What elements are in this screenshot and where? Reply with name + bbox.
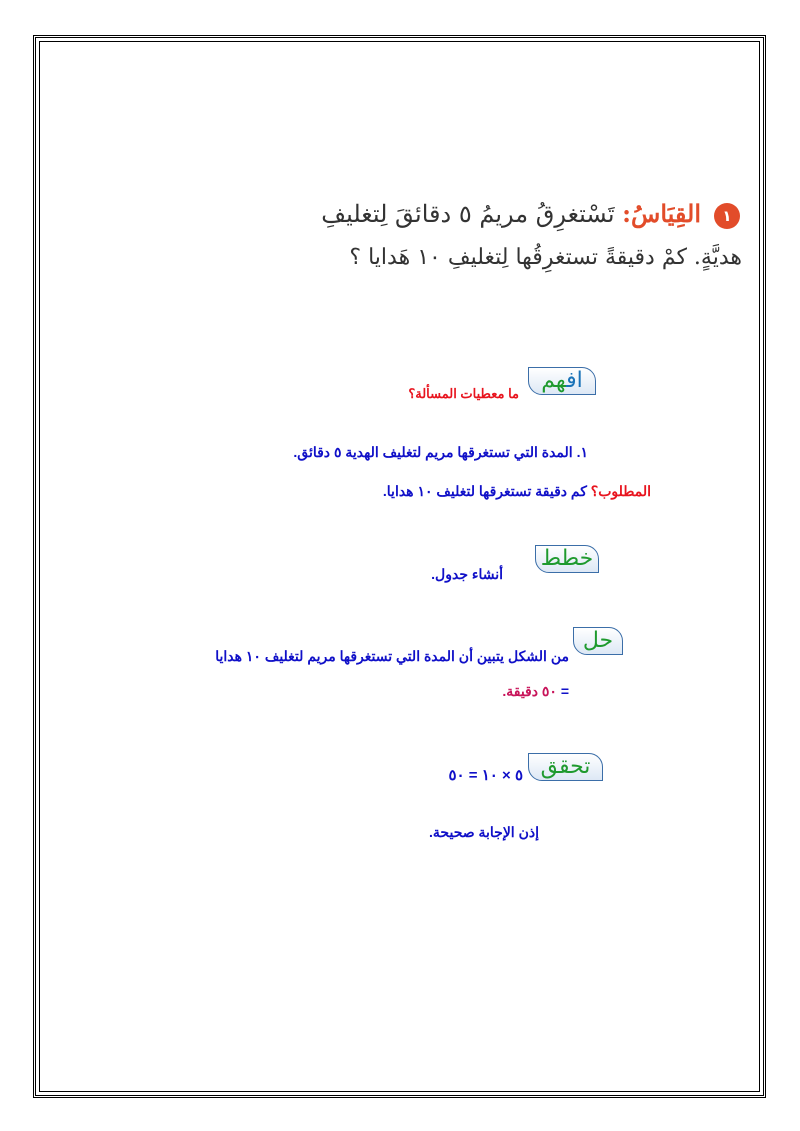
solve-result-eq: = — [560, 683, 569, 699]
required-label: المطلوب؟ — [590, 483, 651, 499]
problem-line-1 — [321, 199, 701, 228]
problem-line-2: هديَّةٍ. كمْ دقيقةً تستغرِقُها لِتغليفِ ١٠ هَدايا ؟ — [349, 245, 742, 270]
check-tag: تحقق — [528, 753, 603, 781]
understand-tag — [528, 367, 596, 395]
solve-tag: حل — [573, 627, 623, 655]
problem-number-badge: ١ — [714, 203, 740, 229]
understand-tag-part1: اف — [566, 368, 583, 393]
problem-image — [240, 185, 746, 295]
required-line — [383, 483, 651, 500]
plan-tag: خطط — [535, 545, 599, 573]
problem-text-1: تَسْتغرِقُ مريمُ ٥ دقائقَ لِتغليفِ — [321, 200, 615, 228]
understand-question: ما معطيات المسألة؟ — [408, 386, 519, 401]
check-equation: ٥ × ١٠ = ٥٠ — [448, 767, 523, 784]
check-conclusion: إذن الإجابة صحيحة. — [429, 824, 539, 840]
plan-text: أنشاء جدول. — [431, 566, 503, 582]
understand-tag-part2: هم — [541, 368, 567, 393]
given-item: ١. المدة التي تستغرقها مريم لتغليف الهدية ٥ دقائق. — [293, 444, 588, 460]
solve-result-value: ٥٠ دقيقة. — [502, 683, 557, 699]
required-text: كم دقيقة تستغرقها لتغليف ١٠ هدايا. — [382, 483, 587, 499]
solve-result — [502, 683, 569, 700]
problem-label: القِيَاسُ: — [622, 199, 701, 228]
solve-text: من الشكل يتبين أن المدة التي تستغرقها مريم لتغليف ١٠ هدايا — [215, 648, 569, 664]
